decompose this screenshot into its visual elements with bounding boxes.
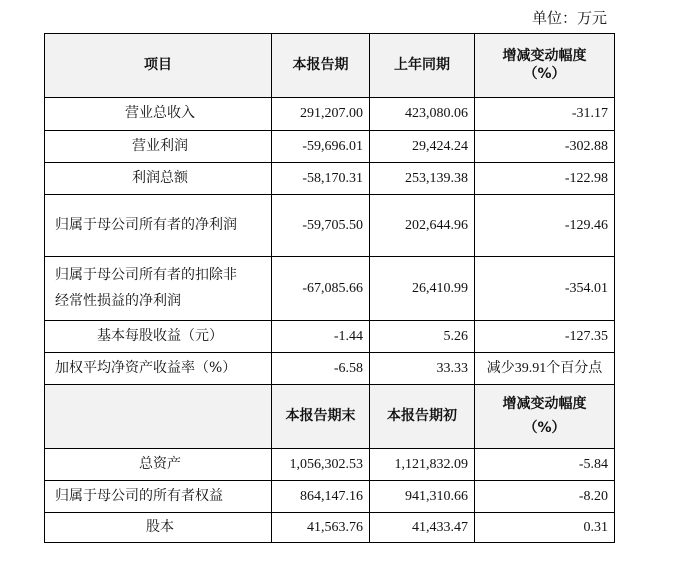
row-change: -129.46 (475, 195, 615, 257)
row-change: 减少39.91个百分点 (475, 353, 615, 385)
row-prior: 1,121,832.09 (370, 449, 475, 481)
row-item: 归属于母公司的所有者权益 (45, 481, 272, 513)
header-item: 项目 (45, 34, 272, 98)
table-subheader-row (45, 385, 615, 449)
header-change-line1: 增减变动幅度 (502, 48, 587, 64)
row-change: -8.20 (475, 481, 615, 513)
row-item: 营业利润 (45, 131, 272, 163)
row-current: -58,170.31 (272, 163, 370, 195)
row-prior: 26,410.99 (370, 257, 475, 321)
row-prior: 202,644.96 (370, 195, 475, 257)
row-item (45, 257, 272, 321)
row-current: -59,696.01 (272, 131, 370, 163)
row-prior: 423,080.06 (370, 98, 475, 131)
row-current: -1.44 (272, 321, 370, 353)
row-prior: 33.33 (370, 353, 475, 385)
row-item: 归属于母公司所有者的净利润 (45, 195, 272, 257)
row-item: 加权平均净资产收益率（%） (45, 353, 272, 385)
row-change: -122.98 (475, 163, 615, 195)
row-change: -31.17 (475, 98, 615, 131)
header-change (475, 34, 615, 98)
table-row (45, 131, 615, 163)
table-header-row (45, 34, 615, 98)
subheader-change (475, 385, 615, 449)
table-row (45, 163, 615, 195)
table-row (45, 98, 615, 131)
table-row (45, 195, 615, 257)
row-change: 0.31 (475, 513, 615, 543)
header-change-line2: （%） (523, 65, 566, 82)
subheader-change-line2: （%） (523, 419, 566, 436)
table-row (45, 449, 615, 481)
row-current: 864,147.16 (272, 481, 370, 513)
row-item-line1: 归属于母公司所有者的扣除非 (55, 267, 237, 283)
row-current: 291,207.00 (272, 98, 370, 131)
row-current: 1,056,302.53 (272, 449, 370, 481)
row-prior: 41,433.47 (370, 513, 475, 543)
header-prior-period: 上年同期 (370, 34, 475, 98)
subheader-blank (45, 385, 272, 449)
row-change: -127.35 (475, 321, 615, 353)
row-change: -302.88 (475, 131, 615, 163)
row-current: -6.58 (272, 353, 370, 385)
subheader-period-end: 本报告期末 (272, 385, 370, 449)
table-row (45, 257, 615, 321)
financial-summary-table (44, 33, 615, 543)
header-current-period: 本报告期 (272, 34, 370, 98)
row-prior: 253,139.38 (370, 163, 475, 195)
table-row (45, 321, 615, 353)
row-change: -5.84 (475, 449, 615, 481)
row-current: 41,563.76 (272, 513, 370, 543)
subheader-period-start: 本报告期初 (370, 385, 475, 449)
unit-label: 单位：万元 (531, 9, 607, 27)
row-prior: 29,424.24 (370, 131, 475, 163)
row-prior: 5.26 (370, 321, 475, 353)
row-item: 利润总额 (45, 163, 272, 195)
row-prior: 941,310.66 (370, 481, 475, 513)
table-row (45, 513, 615, 543)
row-item-line2: 经常性损益的净利润 (55, 292, 181, 309)
table-row (45, 481, 615, 513)
table-row (45, 353, 615, 385)
row-item: 股本 (45, 513, 272, 543)
row-current: -67,085.66 (272, 257, 370, 321)
row-change: -354.01 (475, 257, 615, 321)
row-item: 总资产 (45, 449, 272, 481)
row-item: 营业总收入 (45, 98, 272, 131)
subheader-change-line1: 增减变动幅度 (502, 396, 587, 412)
row-current: -59,705.50 (272, 195, 370, 257)
row-item: 基本每股收益（元） (45, 321, 272, 353)
